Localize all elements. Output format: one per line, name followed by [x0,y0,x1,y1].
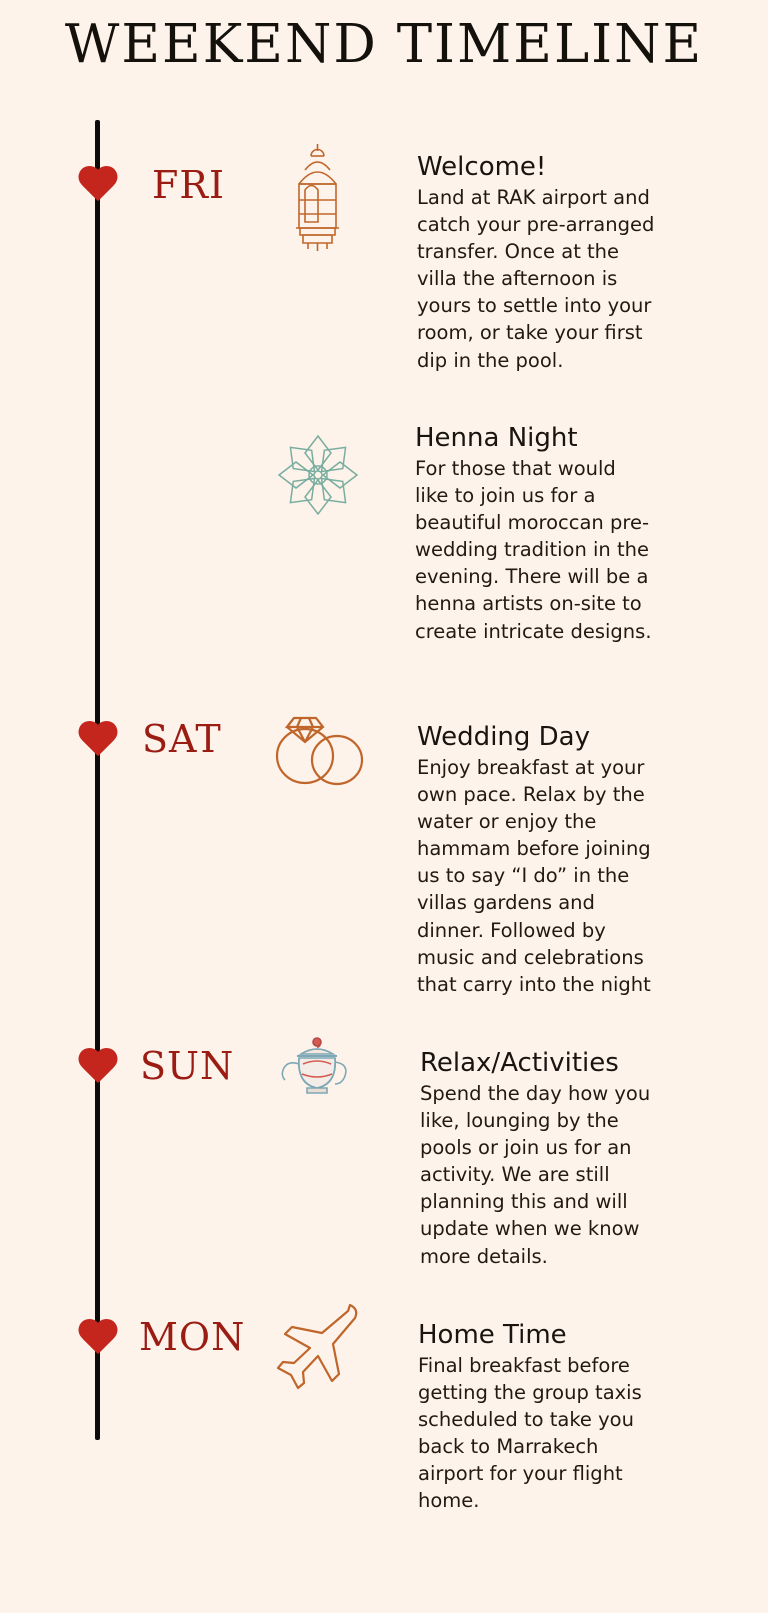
heart-marker-fri [76,167,120,207]
day-label-sat: SAT [142,717,222,761]
entry-heading: Wedding Day [417,722,590,752]
entry-body: Spend the day how you like, lounging by the pools or join us for an activity. We are still planning this and will update when we know more details. [420,1082,651,1268]
heart-marker-mon [76,1320,120,1360]
entry-welcome [417,152,655,374]
entry-heading: Relax/Activities [420,1048,619,1078]
airplane-icon [272,1295,367,1395]
entry-wedding-day [417,722,657,998]
wedding-rings-icon [265,698,375,793]
entry-heading: Welcome! [417,152,547,182]
day-label-fri: FRI [152,163,225,207]
heart-marker-sun [76,1049,120,1089]
teapot-icon [275,1030,360,1115]
day-label-sun: SUN [140,1044,235,1088]
entry-heading: Home Time [418,1320,567,1350]
entry-body: Enjoy breakfast at your own pace. Relax by the water or enjoy the hammam before joining us to say “I do” in the villas gardens and dinner. Followed by music and celebrations that carry into the night [417,756,651,996]
day-label-mon: MON [139,1315,246,1359]
entry-home-time [418,1320,654,1515]
entry-body: Land at RAK airport and catch your pre-arranged transfer. Once at the villa the afternoon is yours to settle into your room, or take your first dip in the pool. [417,186,655,372]
entry-body: For those that would like to join us for a beautiful moroccan pre-wedding tradition in the evening. There will be a henna artists on-site to create intricate designs. [415,457,652,643]
henna-flower-icon [268,425,368,525]
entry-body: Final breakfast before getting the group taxis scheduled to take you back to Marrakech airport for your flight home. [418,1354,642,1513]
moroccan-lantern-icon [275,140,360,255]
page-title: WEEKEND TIMELINE [64,14,704,75]
timeline-axis [95,120,100,1440]
heart-marker-sat [76,722,120,762]
entry-heading: Henna Night [415,423,578,453]
entry-henna-night [415,423,653,645]
entry-relax-activities [420,1048,658,1270]
